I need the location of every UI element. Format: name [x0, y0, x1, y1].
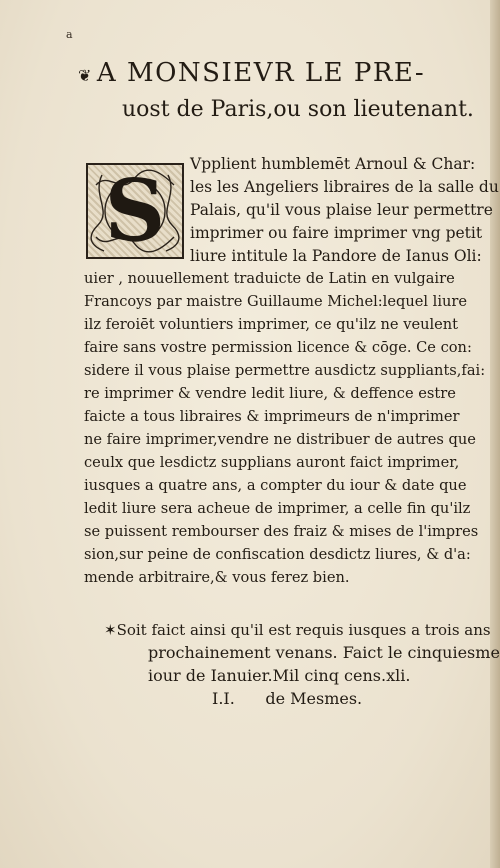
text-line: faire sans vostre permission licence & cōge. Ce con: — [84, 339, 472, 356]
text-line: sidere il vous plaise permettre ausdictz suppliants,fai: — [84, 362, 486, 379]
text-line: imprimer ou faire imprimer vng petit — [190, 224, 483, 242]
text-line: ne faire imprimer,vendre ne distribuer de autres que — [84, 431, 476, 448]
text-line: ledit liure sera acheue de imprimer, a celle fin qu'ilz — [84, 500, 471, 517]
text-line: Vpplient humblemēt Arnoul & Char: — [190, 155, 476, 173]
decree-line: ✶Soit faict ainsi qu'il est requis iusques a trois ans — [104, 621, 491, 639]
fleuron-icon: ❦ — [78, 66, 93, 85]
text-line: mende arbitraire,& vous ferez bien. — [84, 569, 350, 586]
text-line: se puissent rembourser des fraiz & mises de l'impres — [84, 523, 479, 540]
decorated-initial — [86, 163, 184, 259]
signature-mark: a — [66, 28, 73, 41]
text-line: ceulx que lesdictz supplians auront faict imprimer, — [84, 454, 460, 471]
text-line: liure intitule la Pandore de Ianus Oli: — [190, 247, 482, 265]
decree-line: prochainement venans. Faict le cinquiesme — [148, 643, 500, 662]
page-title — [78, 58, 498, 91]
text-line: Francoys par maistre Guillaume Michel:lequel liure — [84, 293, 468, 310]
text-line: faicte a tous libraires & imprimeurs de n'imprimer — [84, 408, 460, 425]
page-gutter — [490, 0, 500, 868]
page-subtitle: uost de Paris,ou son lieutenant. — [122, 97, 474, 122]
signature-line: I.I. de Mesmes. — [212, 689, 363, 708]
text-line: uier , nouuellement traduicte de Latin en vulgaire — [84, 270, 455, 287]
text-line: sion,sur peine de confiscation desdictz liures, & d'a: — [84, 546, 471, 563]
initial-letter: S — [104, 161, 166, 260]
text-line: iusques a quatre ans, a compter du iour & date que — [84, 477, 467, 494]
title-text: A MONSIEVR LE PRE- — [96, 58, 426, 88]
text-line: ilz feroiēt voluntiers imprimer, ce qu'ilz ne veulent — [84, 316, 459, 333]
text-line: re imprimer & vendre ledit liure, & deffence estre — [84, 385, 456, 402]
text-line: Palais, qu'il vous plaise leur permettre — [190, 201, 493, 219]
text-line: les les Angeliers libraires de la salle du — [190, 178, 499, 196]
decree-line: iour de Ianuier.Mil cinq cens.xli. — [148, 666, 411, 685]
